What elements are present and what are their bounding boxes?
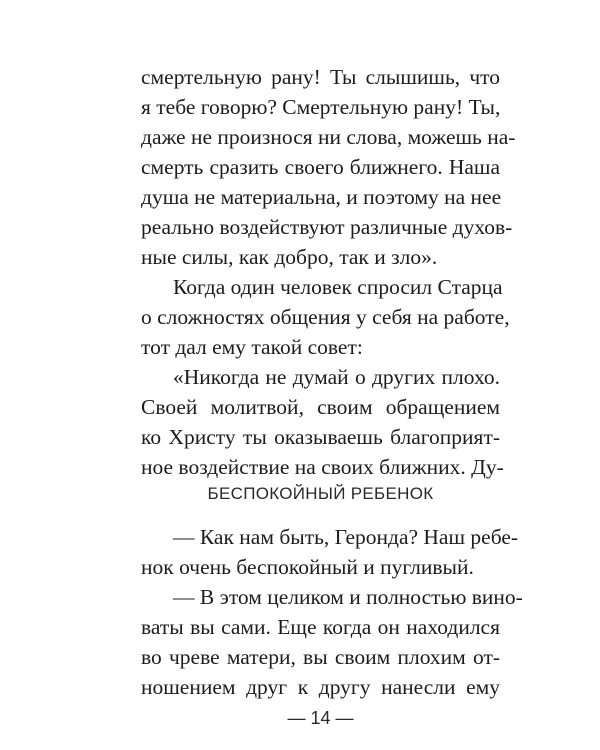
text-line: Своей молитвой, своим обращением [141,395,500,419]
text-line: — Как нам быть, Геронда? Наш ребе- [173,525,519,549]
text-line: даже не произнося ни слова, можешь на- [141,125,516,149]
text-line: ношением друг к другу нанесли ему [141,675,500,699]
text-line: ные силы, как добро, так и зло». [141,245,438,269]
text-line: во чреве матери, вы своим плохим от- [141,645,500,669]
page-number: — 14 — [287,708,354,728]
text-line: тот дал ему такой совет: [141,335,363,359]
text-line: душа не материальна, и поэтому на нее [141,185,502,209]
text-line: о сложностях общения у себя на работе, [141,305,510,329]
text-line: я тебе говорю? Смертельную рану! Ты, [141,95,501,119]
text-line: — В этом целиком и полностью вино- [173,585,523,609]
text-line: ко Христу ты оказываешь благоприят- [141,425,500,449]
text-line: реально воздействуют различные духов- [141,215,513,239]
text-line: ваты вы сами. Еще когда он находился [141,615,500,639]
text-line: ное воздействие на своих ближних. Ду- [141,455,504,479]
text-line: смертельную рану! Ты слышишь, что [141,65,500,89]
text-line: смерть сразить своего ближнего. Наша [141,155,500,179]
text-line: «Никогда не думай о других плохо. [173,365,500,389]
text-line: нок очень беспокойный и пугливый. [141,555,474,579]
text-line: Когда один человек спросил Старца [173,275,503,299]
section-heading: БЕСПОКОЙНЫЙ РЕБЕНОК [207,484,434,503]
